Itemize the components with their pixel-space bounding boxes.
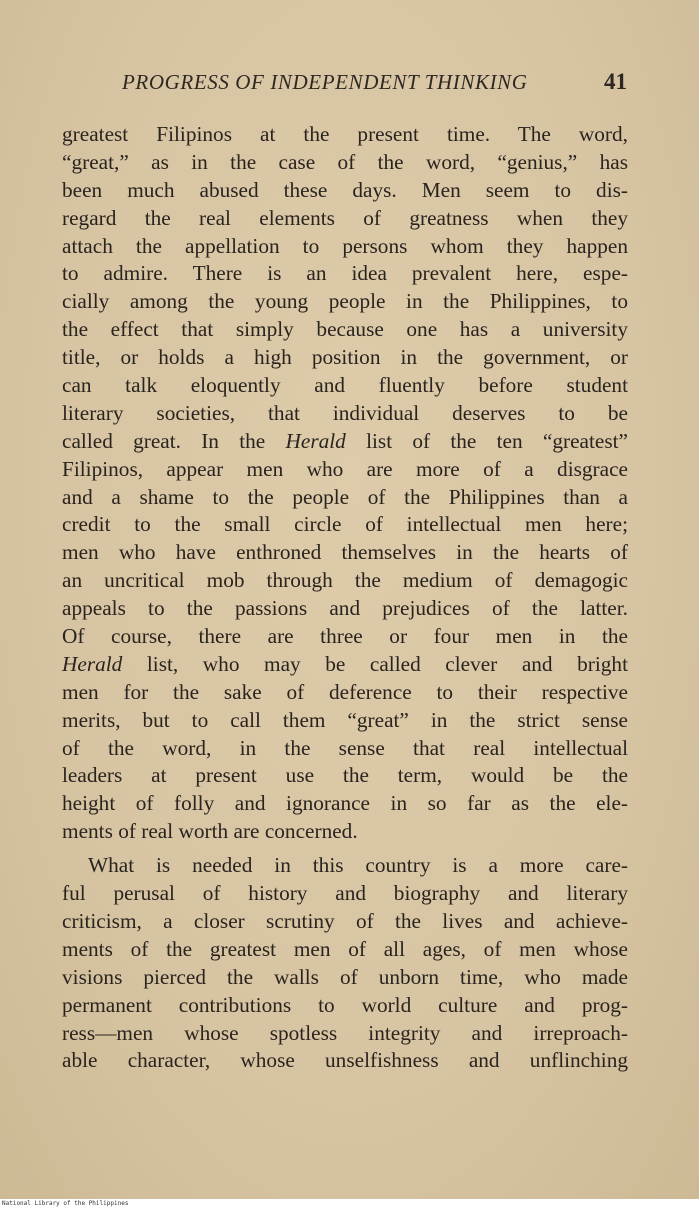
text-line: ress—men whose spotless integrity and irreproach- (62, 1020, 628, 1045)
text-line: ful perusal of history and biography and literary (62, 881, 628, 906)
text-line: criticism, a closer scrutiny of the lives and achieve- (62, 908, 628, 933)
text-line: of the word, in the sense that real intellectual (62, 735, 628, 760)
text-line: What is needed in this country is a more care- (88, 853, 628, 878)
body-text (62, 121, 628, 1075)
herald-title: Herald (62, 651, 123, 676)
text-line: credit to the small circle of intellectual men here; (62, 512, 628, 537)
text-line: Of course, there are three or four men in the (62, 624, 628, 649)
text-line: visions pierced the walls of unborn time, who made (62, 964, 628, 989)
text-line: can talk eloquently and fluently before student (62, 373, 628, 398)
text-line: men for the sake of deference to their respective (62, 679, 628, 704)
text-line: literary societies, that individual deserves to be (62, 400, 628, 425)
text-line: cially among the young people in the Philippines, to (62, 289, 628, 314)
text-line: able character, whose unselfishness and unflinching (62, 1048, 628, 1073)
text-line: height of folly and ignorance in so far as the ele- (62, 791, 628, 816)
page-number: 41 (604, 69, 627, 94)
text-line: appeals to the passions and prejudices of the latter. (62, 596, 628, 621)
text-run: list, who may be called clever and bright (122, 651, 628, 676)
paragraph-1 (62, 121, 628, 846)
running-title: PROGRESS OF INDEPENDENT THINKING (122, 70, 528, 94)
herald-title: Herald (285, 428, 346, 453)
text-line: Filipinos, appear men who are more of a disgrace (62, 456, 628, 481)
paragraph-2 (62, 852, 628, 1075)
text-line: leaders at present use the term, would be the (62, 763, 628, 788)
text-line: an uncritical mob through the medium of demagogic (62, 568, 628, 593)
text-run: list of the ten “greatest” (345, 428, 628, 453)
running-head (0, 70, 699, 100)
text-line: to admire. There is an idea prevalent here, espe- (62, 261, 628, 286)
text-line: title, or holds a high position in the government, or (62, 345, 628, 370)
text-line: attach the appellation to persons whom they happen (62, 233, 628, 258)
text-line: permanent contributions to world culture and prog- (62, 992, 628, 1017)
text-line: greatest Filipinos at the present time. The word, (62, 122, 628, 146)
text-line (62, 651, 628, 679)
text-line: merits, but to call them “great” in the strict sense (62, 707, 628, 732)
text-line: “great,” as in the case of the word, “genius,” has (62, 149, 628, 174)
text-line: ments of the greatest men of all ages, of men whose (62, 936, 628, 961)
text-line: ments of real worth are concerned. (62, 819, 358, 844)
library-credit: National Library of the Philippines (2, 1200, 129, 1207)
text-line: men who have enthroned themselves in the hearts of (62, 540, 628, 565)
text-run: called great. In the (62, 428, 286, 453)
text-line: and a shame to the people of the Philippines than a (62, 484, 628, 509)
text-line: been much abused these days. Men seem to dis- (62, 177, 628, 202)
text-line: regard the real elements of greatness when they (62, 205, 628, 230)
text-line: the effect that simply because one has a university (62, 317, 628, 342)
text-line (62, 428, 628, 456)
